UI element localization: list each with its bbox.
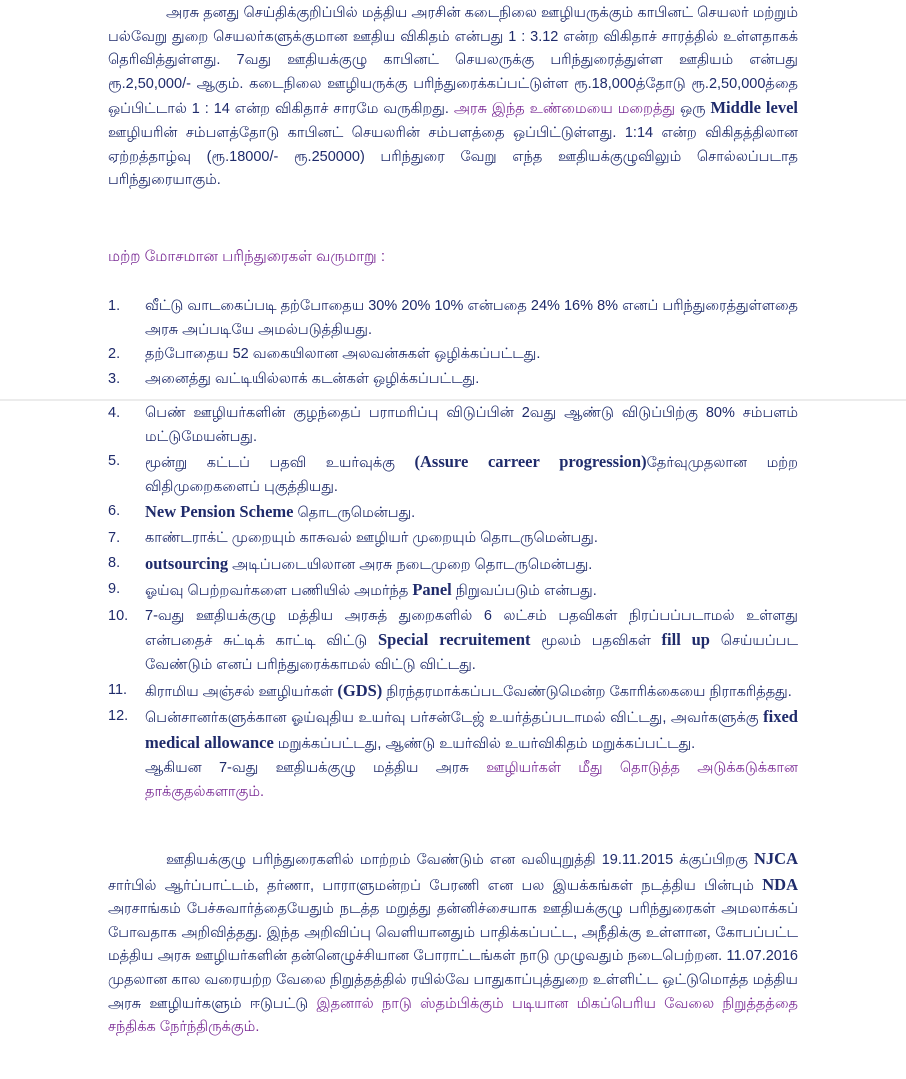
list-item <box>108 450 798 499</box>
item-number: 9. <box>108 581 121 598</box>
page-separator <box>0 399 906 401</box>
item-text: வீட்டு வாடகைப்படி தற்போதைய 30% 20% 10% என்பதை 24% 16% 8% எனப் பரிந்துரைத்துள்ளதை அரசு அப்படியே அமல்படுத்தியது. <box>145 298 798 338</box>
list-item <box>108 705 798 756</box>
text: அரசாங்கம் பேச்சுவார்த்தையேதும் நடத்த மறுத்து தன்னிச்சையாக ஊதியக்குழு பரிந்துரைகள் அமலாக்கப் போவதாக அறிவித்தது. இந்த அறிவிப்பு வெளியானதும் பாதிக்கப்பட்ட, அநீதிக்கு உள்ளான, கோபப்பட்ட மத்திய அரசு ஊழியர்களின் தன்னெழுச்சியான போராட்டங்கள் நாடு முழுவதும் நடைபெற்றன. 11.07.2016 முதலான கால வரையற்ற வேலை நிறுத்தத்தில் ரயில்வே பாதுகாப்புத்துறை உள்ளிட்ட ஒட்டுமொத்த மத்திய அரசு ஊழியர்களும் ஈடுபட்டு <box>108 901 798 1012</box>
item-number: 6. <box>108 503 121 520</box>
item-text: செய்யப்பட வேண்டும் எனப் பரிந்துரைக்காமல் விட்டு விட்டது. <box>145 633 798 673</box>
item-text: அனைத்து வட்டியில்லாக் கடன்கள் ஒழிக்கப்பட்டது. <box>145 370 480 387</box>
english-term: Middle level <box>710 98 798 118</box>
item-text: காண்டராக்ட் முறையும் காசுவல் ஊழியர் முறையும் தொடருமென்பது. <box>145 529 598 546</box>
item-text: மூலம் பதவிகள் <box>530 633 662 650</box>
english-term: Panel <box>412 580 452 600</box>
item-number: 3. <box>108 370 121 387</box>
list-item <box>108 552 798 578</box>
item-number: 7. <box>108 529 121 546</box>
item-number: 1. <box>108 298 121 314</box>
item-text: ஓய்வு பெற்றவர்களை பணியில் அமர்ந்த <box>145 583 413 600</box>
item-text: மறுக்கப்பட்டது, ஆண்டு உயர்வில் உயர்விகிதம் மறுக்கப்பட்டது. <box>273 735 696 752</box>
item-text: அடிப்படையிலான அரசு நடைமுறை தொடருமென்பது. <box>228 556 593 573</box>
item-number: 11. <box>108 681 128 698</box>
highlighted-text: ஊழியர்கள் மீது தொடுத்த அடுக்கடுக்கான தாக்குதல்களாகும். <box>145 760 798 800</box>
list-item <box>108 402 798 449</box>
english-term: (Assure carreer progression) <box>414 452 647 472</box>
text: ஊதியக்குழு பரிந்துரைகளில் மாற்றம் வேண்டும் என வலியுறுத்தி 19.11.2015 க்குப்பிறகு <box>166 852 754 868</box>
text: ஊழியரின் சம்பளத்தோடு காபினட் செயலரின் சம்பளத்தை ஒப்பிட்டுள்ளது. 1:14 என்ற விகிதத்திலான ஏற்றத்தாழ்வு (ரூ.18000/- ரூ.250000) பரிந்துரை வேறு எந்த ஊதியக்குழுவிலும் சொல்லப்படாத பரிந்துரையாகும். <box>108 124 798 189</box>
english-term: fill up <box>661 630 710 650</box>
list-item <box>108 605 798 678</box>
list-item <box>108 679 798 705</box>
item-text: தேர்வுமுதலான மற்ற விதிமுறைகளைப் புகுத்தியது. <box>145 455 798 495</box>
item-text: தொடருமென்பது. <box>293 505 416 522</box>
item-text: மூன்று கட்டப் பதவி உயர்வுக்கு <box>145 455 415 472</box>
item-number: 5. <box>108 453 121 470</box>
list-item <box>108 343 798 367</box>
english-term: (GDS) <box>337 680 383 700</box>
item-text: 7-வது ஊதியக்குழு மத்திய அரசுத் துறைகளில் 6 லட்சம் பதவிகள் நிரப்பப்படாமல் உள்ளது என்பதைச் சுட்டிக் காட்டி விட்டு <box>145 607 798 650</box>
list-closing <box>108 757 798 804</box>
item-number: 4. <box>108 405 121 421</box>
english-term: NJCA <box>754 849 798 868</box>
english-term: New Pension Scheme <box>145 502 294 522</box>
item-number: 12. <box>108 708 129 725</box>
highlighted-text: அரசு இந்த உண்மையை மறைத்து <box>453 101 676 118</box>
intro-paragraph <box>108 2 798 193</box>
english-term: fixed medical allowance <box>145 707 798 752</box>
item-text: கிராமிய அஞ்சல் ஊழியர்கள் <box>145 683 338 700</box>
text: அரசு தனது செய்திக்குறிப்பில் மத்திய அரசின் கடைநிலை ஊழியருக்கும் காபினட் செயலர் மற்றும் பல்வேறு துறை செயலர்களுக்குமான ஊதிய விகிதம் என்பது 1 : 3.12 என்ற விகிதாச் சாரத்தில் உள்ளதாகக் தெரிவித்துள்ளது. 7வது ஊதியக்குழு காபினட் செயலருக்கு பரிந்துரைத்துள்ள ஊதியம் என்பது ரூ.2,50,000/- ஆகும். கடைநிலை ஊழியருக்கு பரிந்துரைக்கப்பட்டுள்ள ரூ.18,000த்தோடு ரூ.2,50,000த்தை ஒப்பிட்டால் 1 : 14 என்ற விகிதாச் சாரமே வருகிறது. <box>108 5 798 118</box>
closing-paragraph <box>108 847 798 1040</box>
item-number: 2. <box>108 346 121 363</box>
english-term: Special recruitement <box>377 630 531 650</box>
item-text: நிறுவப்படும் என்பது. <box>451 583 597 600</box>
list-item <box>108 527 798 551</box>
closing-text: ஆகியன 7-வது ஊதியக்குழு மத்திய அரசு <box>145 760 487 777</box>
english-term: NDA <box>762 874 798 894</box>
item-number: 8. <box>108 554 121 571</box>
list-item <box>108 295 798 342</box>
list-item <box>108 500 798 526</box>
text: ஒரு <box>675 101 711 118</box>
item-text: பென்சானர்களுக்கான ஓய்வுதிய உயர்வு பர்சன்டேஜ் உயர்த்தப்படாமல் விட்டது, அவர்களுக்கு <box>145 710 764 727</box>
section-heading: மற்ற மோசமான பரிந்துரைகள் வருமாறு : <box>108 248 386 265</box>
recommendations-list-part1 <box>108 295 798 392</box>
item-number: 10. <box>108 607 129 624</box>
recommendations-list-part2 <box>108 402 798 806</box>
item-text: நிரந்தரமாக்கப்படவேண்டுமென்ற கோரிக்கையை நிராகரித்தது. <box>382 683 792 700</box>
text: சார்பில் ஆர்ப்பாட்டம், தர்ணா, பாராளுமன்றப் பேரணி என பல இயக்கங்கள் நடத்திய பின்பும் <box>108 877 763 894</box>
item-text: பெண் ஊழியர்களின் குழந்தைப் பராமரிப்பு விடுப்பின் 2வது ஆண்டு விடுப்பிற்கு 80% சம்பளம் மட்டுமேயன்பது. <box>145 405 798 445</box>
english-term: outsourcing <box>145 553 229 573</box>
list-item <box>108 368 798 392</box>
list-item <box>108 578 798 604</box>
highlighted-text: இதனால் நாடு ஸ்தம்பிக்கும் படியான மிகப்பெரிய வேலை நிறுத்தத்தை சந்திக்க நேர்ந்திருக்கும். <box>108 995 798 1036</box>
item-text: தற்போதைய 52 வகையிலான அலவன்சுகள் ஒழிக்கப்பட்டது. <box>145 346 541 363</box>
